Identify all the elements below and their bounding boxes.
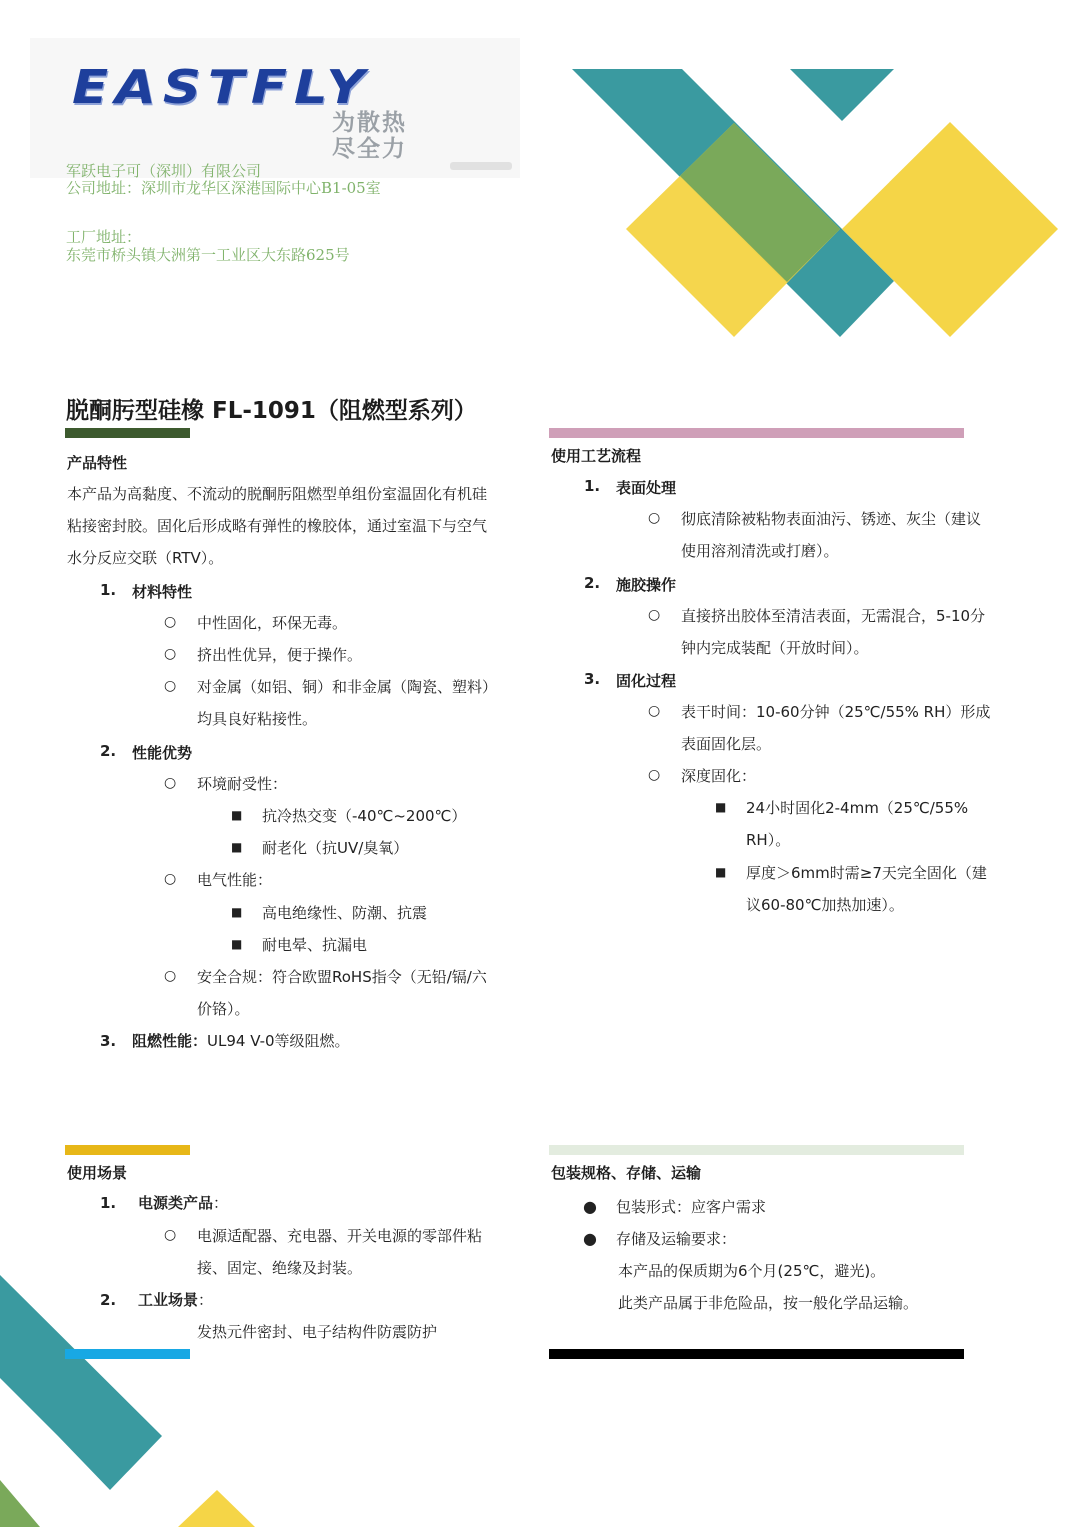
cure-b2-1: 厚度＞6mm时需≥7天完全固化（建 xyxy=(746,864,987,882)
usage-1-text-2: 接、固定、绝缘及封装。 xyxy=(197,1259,363,1277)
circle-bullet: ○ xyxy=(164,871,177,887)
slogan-line-2: 尽全力 xyxy=(332,136,407,162)
material-item-3: 对金属（如铝、铜）和非金属（陶瓷、塑料） xyxy=(197,678,498,696)
bullet-dot: ● xyxy=(583,1229,597,1248)
cure-a-1: 表干时间：10-60分钟（25℃/55% RH）形成 xyxy=(681,703,991,721)
teal-triangle-top xyxy=(790,69,894,121)
env-label: 环境耐受性： xyxy=(197,775,288,793)
circle-bullet: ○ xyxy=(164,968,177,984)
process-bar xyxy=(549,428,964,438)
title-bar xyxy=(65,428,190,438)
packing-bar xyxy=(549,1145,964,1155)
cure-b: 深度固化： xyxy=(681,767,757,785)
packing-item-1: 包装形式：应客户需求 xyxy=(616,1198,767,1216)
safety-line-2: 价铬）。 xyxy=(197,1000,250,1018)
product-heading: 产品特性 xyxy=(67,454,128,472)
process-heading: 使用工艺流程 xyxy=(551,447,642,465)
env-item-2: 耐老化（抗UV/臭氧） xyxy=(262,839,409,857)
packing-line-2: 此类产品属于非危险品，按一般化学品运输。 xyxy=(618,1294,919,1312)
circle-bullet: ○ xyxy=(648,510,661,526)
square-bullet: ■ xyxy=(231,937,243,951)
usage-2-line xyxy=(138,1291,213,1309)
company-address: 公司地址：深圳市龙华区深港国际中心B1-05室 xyxy=(66,179,381,197)
step-title-surface: 表面处理 xyxy=(616,479,677,497)
circle-bullet: ○ xyxy=(648,607,661,623)
flame-heading: 阻燃性能： xyxy=(132,1032,208,1050)
brand-logo: EASTFLY xyxy=(72,60,372,114)
performance-heading: 性能优势 xyxy=(132,744,193,762)
yellow-diamond-right xyxy=(842,122,1058,337)
green-bottom-triangle xyxy=(0,1480,40,1527)
bullet-dot: ● xyxy=(583,1197,597,1216)
logo-block xyxy=(30,38,520,178)
apply-text-2: 钟内完成装配（开放时间）。 xyxy=(681,639,869,657)
usage-2-title: 工业场景 xyxy=(138,1291,199,1309)
section-number: 1. xyxy=(100,581,117,599)
square-bullet: ■ xyxy=(231,840,243,854)
elec-item-2: 耐电晕、抗漏电 xyxy=(262,936,368,954)
packing-bottom-bar xyxy=(549,1349,964,1359)
safety-line-1: 安全合规：符合欧盟RoHS指令（无铅/镉/六 xyxy=(197,968,487,986)
material-item-1: 中性固化，环保无毒。 xyxy=(197,614,348,632)
step-title-cure: 固化过程 xyxy=(616,672,677,690)
surface-text-1: 彻底清除被粘物表面油污、锈迹、灰尘（建议 xyxy=(681,510,982,528)
apply-text-1: 直接挤出胶体至清洁表面，无需混合，5-10分 xyxy=(681,607,986,625)
step-number: 3. xyxy=(584,670,601,688)
usage-1-colon: ： xyxy=(213,1194,229,1212)
section-number: 3. xyxy=(100,1032,117,1050)
flame-text: UL94 V-0等级阻燃。 xyxy=(207,1032,350,1050)
square-bullet: ■ xyxy=(715,800,727,814)
packing-heading: 包装规格、存储、运输 xyxy=(551,1164,702,1182)
flame-line xyxy=(132,1032,350,1050)
usage-2-colon: ： xyxy=(198,1291,214,1309)
usage-heading: 使用场景 xyxy=(67,1164,128,1182)
material-item-2: 挤出性优异，便于操作。 xyxy=(197,646,363,664)
circle-bullet: ○ xyxy=(164,678,177,694)
page-title: 脱酮肟型硅橡 FL-1091（阻燃型系列） xyxy=(66,398,477,424)
elec-item-1: 高电绝缘性、防潮、抗震 xyxy=(262,904,428,922)
usage-1-text-1: 电源适配器、充电器、开关电源的零部件粘 xyxy=(197,1227,483,1245)
logo-small-mark xyxy=(450,162,512,170)
company-name: 军跃电子可（深圳）有限公司 xyxy=(66,162,262,180)
step-number: 1. xyxy=(584,477,601,495)
product-intro-2: 粘接密封胶。固化后形成略有弹性的橡胶体，通过室温下与空气 xyxy=(67,517,488,535)
yellow-bottom-triangle xyxy=(178,1490,255,1527)
square-bullet: ■ xyxy=(231,905,243,919)
circle-bullet: ○ xyxy=(164,646,177,662)
packing-item-2: 存储及运输要求： xyxy=(616,1230,737,1248)
square-bullet: ■ xyxy=(231,808,243,822)
circle-bullet: ○ xyxy=(164,614,177,630)
packing-line-1: 本产品的保质期为6个月(25℃，避光)。 xyxy=(618,1262,886,1280)
material-item-3-cont: 均具良好粘接性。 xyxy=(197,710,318,728)
usage-1-title: 电源类产品 xyxy=(138,1194,214,1212)
square-bullet: ■ xyxy=(715,865,727,879)
usage-bar xyxy=(65,1145,190,1155)
circle-bullet: ○ xyxy=(648,703,661,719)
usage-number: 1. xyxy=(100,1194,117,1212)
circle-bullet: ○ xyxy=(164,1227,177,1243)
cure-b1-2: RH）。 xyxy=(746,831,791,849)
product-intro-1: 本产品为高黏度、不流动的脱酮肟阻燃型单组份室温固化有机硅 xyxy=(67,485,488,503)
factory-address: 东莞市桥头镇大洲第一工业区大东路625号 xyxy=(66,246,350,264)
circle-bullet: ○ xyxy=(648,767,661,783)
slogan-line-1: 为散热 xyxy=(332,110,407,136)
material-heading: 材料特性 xyxy=(132,583,193,601)
surface-text-2: 使用溶剂清洗或打磨）。 xyxy=(681,542,839,560)
product-intro-3: 水分反应交联（RTV）。 xyxy=(67,549,224,567)
section-number: 2. xyxy=(100,742,117,760)
usage-2-text: 发热元件密封、电子结构件防震防护 xyxy=(197,1323,438,1341)
cure-b2-2: 议60-80℃加热加速）。 xyxy=(746,896,904,914)
usage-number: 2. xyxy=(100,1291,117,1309)
elec-label: 电气性能： xyxy=(197,871,273,889)
cure-a-2: 表面固化层。 xyxy=(681,735,772,753)
step-number: 2. xyxy=(584,574,601,592)
usage-bottom-bar xyxy=(65,1349,190,1359)
factory-label: 工厂地址： xyxy=(66,228,142,246)
cure-b1-1: 24小时固化2-4mm（25℃/55% xyxy=(746,799,969,817)
circle-bullet: ○ xyxy=(164,775,177,791)
usage-1-line xyxy=(138,1194,228,1212)
env-item-1: 抗冷热交变（-40℃~200℃） xyxy=(262,807,467,825)
step-title-apply: 施胶操作 xyxy=(616,576,677,594)
